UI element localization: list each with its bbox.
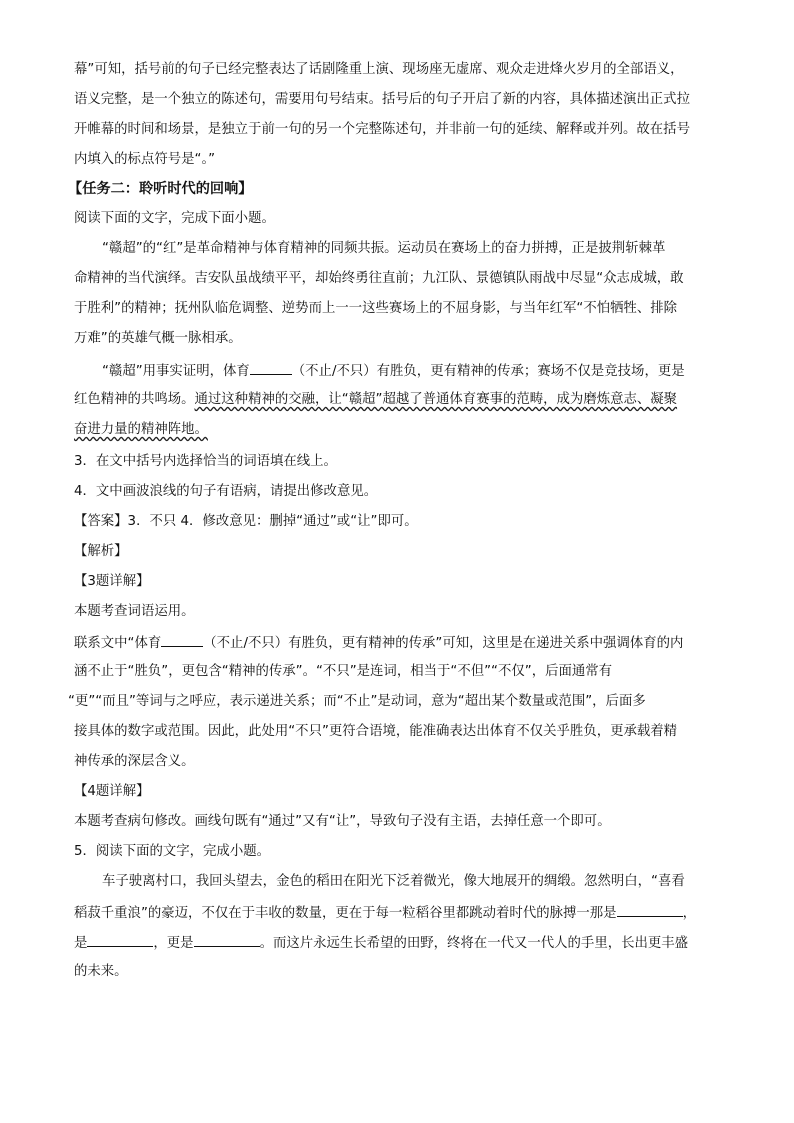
- passage-line: 万难”的英雄气概一脉相承。: [74, 331, 242, 346]
- fill-blank[interactable]: [194, 932, 260, 947]
- fill-blank[interactable]: [617, 902, 683, 917]
- passage-text: 。而这片永远生长希望的田野，终将在一代又一代人的手里，长出更丰盛: [259, 936, 689, 951]
- question-4: 4．文中画波浪线的句子有语病，请提出修改意见。: [74, 484, 378, 499]
- detail-4-label: 【4题详解】: [74, 784, 150, 799]
- instruction-text: 阅读下面的文字，完成下面小题。: [74, 211, 275, 226]
- detail-line: 本题考查病句修改。画线句既有“通过”又有“让”，导致句子没有主语，去掉任意一个即可。: [74, 814, 611, 829]
- detail-line: 神传承的深层含义。: [74, 754, 195, 769]
- question-5: 5．阅读下面的文字，完成小题。: [74, 844, 270, 859]
- passage-text: （不止/不只）有胜负，更有精神的传承；赛场不仅是竞技场，更是: [291, 364, 685, 379]
- fill-blank[interactable]: [87, 932, 153, 947]
- paragraph-line: 内填入的标点符号是“。”: [74, 152, 216, 167]
- detail-line: 涵不止于“胜负”，更包含“精神的传承”。“不只”是连词，相当于“不但”“不仅”，后面通常有: [74, 664, 613, 679]
- detail-text: （不止/不只）有胜负，更有精神的传承”可知，这里是在递进关系中强调体育的内: [203, 636, 684, 651]
- passage-text: 是: [74, 936, 88, 951]
- passage-text: 红色精神的共鸣场。: [74, 392, 195, 407]
- passage-line: 车子驶离村口，我回头望去，金色的稻田在阳光下泛着微光，像大地展开的绸缎。忽然明白，“喜看: [102, 874, 685, 889]
- wavy-underlined-sentence: 通过这种精神的交融，让“赣超”超越了普通体育赛事的范畴，成为磨炼意志、凝聚: [194, 392, 678, 407]
- passage-line: 的未来。: [74, 964, 128, 979]
- passage-line: [74, 420, 208, 442]
- passage-line: [102, 360, 685, 382]
- passage-text: ，: [682, 906, 696, 921]
- passage-line: [74, 932, 688, 954]
- passage-line: 于胜利”的精神；抚州队临危调整、逆势而上一一这些赛场上的不屈身影，与当年红军“不怕牺牲、排除: [74, 301, 678, 316]
- detail-line: [74, 632, 683, 654]
- passage-line: 命精神的当代演绎。吉安队虽战绩平平，却始终勇往直前；九江队、景德镇队雨战中尽显“众志成城，敢: [74, 271, 684, 286]
- passage-line: “赣超”的“红”是革命精神与体育精神的同频共振。运动员在赛场上的奋力拼搏，正是披荆斩棘革: [102, 241, 666, 256]
- detail-line: 本题考查词语运用。: [74, 604, 195, 619]
- detail-line: “更”“而且”等词与之呼应，表示递进关系；而“不止”是动词，意为“超出某个数量或范围”，后面多: [68, 694, 646, 709]
- analysis-label: 【解析】: [74, 544, 128, 559]
- task-heading: 【任务二：聆听时代的回响】: [68, 181, 253, 197]
- fill-blank[interactable]: [250, 360, 292, 375]
- detail-3-label: 【3题详解】: [74, 574, 150, 589]
- paragraph-line: 语义完整，是一个独立的陈述句，需要用句号结束。括号后的句子开启了新的内容，具体描述演出正式拉: [74, 92, 690, 107]
- paragraph-line: 幕”可知，括号前的句子已经完整表达了话剧隆重上演、现场座无虚席、观众走进烽火岁月的全部语义，: [74, 62, 684, 77]
- question-3: 3．在文中括号内选择恰当的词语填在线上。: [74, 454, 337, 469]
- passage-text: 稻菽千重浪”的豪迈，不仅在于丰收的数量，更在于每一粒稻谷里都跳动着时代的脉搏一那是: [74, 906, 617, 921]
- passage-line: [74, 390, 677, 412]
- answer-line: 【答案】3．不只 4．修改意见：删掉“通过”或“让”即可。: [74, 514, 418, 529]
- detail-line: 接具体的数字或范围。因此，此处用“不只”更符合语境，能准确表达出体育不仅关乎胜负，更承载着精: [74, 724, 678, 739]
- passage-text: “赣超”用事实证明，体育: [102, 364, 250, 379]
- detail-text: 联系文中“体育: [74, 636, 162, 651]
- passage-line: [74, 902, 696, 924]
- passage-text: ，更是: [153, 936, 194, 951]
- wavy-underlined-sentence: 奋进力量的精神阵地。: [74, 422, 208, 437]
- fill-blank: [161, 632, 203, 647]
- paragraph-line: 开帷幕的时间和场景，是独立于前一句的另一个完整陈述句，并非前一句的延续、解释或并列。故在括号: [74, 122, 690, 137]
